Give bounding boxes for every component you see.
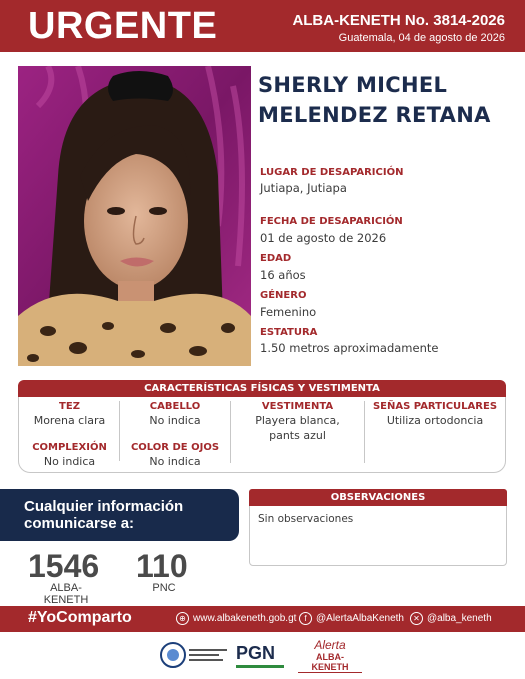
complexion-label: COMPLEXIÓN — [32, 442, 107, 453]
case-date: Guatemala, 04 de agosto de 2026 — [338, 32, 505, 44]
x-text: @alba_keneth — [427, 613, 492, 624]
case-number: ALBA-KENETH No. 3814-2026 — [292, 12, 505, 29]
tez-label: TEZ — [59, 401, 80, 412]
x-icon: ✕ — [410, 612, 423, 625]
facebook-link[interactable] — [299, 612, 404, 625]
age-label: EDAD — [260, 253, 292, 264]
hashtag[interactable]: #YoComparto — [28, 609, 132, 626]
contact-line-2: comunicarse a: — [24, 515, 135, 532]
senas-value: Utiliza ortodoncia — [386, 414, 484, 427]
observations-text: Sin observaciones — [258, 513, 354, 525]
cabello-label: CABELLO — [149, 401, 201, 412]
vestimenta-label: VESTIMENTA — [261, 401, 334, 412]
contact-line-1: Cualquier información — [24, 498, 184, 515]
vestimenta-value-1: Playera blanca, — [255, 414, 340, 427]
height-label: ESTATURA — [260, 327, 318, 338]
alba-keneth-text: ALBA-KENETH — [298, 652, 362, 673]
vestimenta-value-2: pants azul — [269, 429, 326, 442]
pgn-logo — [236, 638, 288, 672]
alerta-text: Alerta — [314, 638, 346, 652]
website-link[interactable] — [176, 612, 296, 625]
place-label: LUGAR DE DESAPARICIÓN — [260, 167, 404, 178]
pgn-underline — [236, 665, 284, 668]
observations-title: OBSERVACIONES — [249, 489, 507, 506]
urgente-title: URGENTE — [28, 5, 218, 47]
gender-value: Femenino — [260, 305, 317, 319]
age-value: 16 años — [260, 268, 306, 282]
alerta-alba-keneth-logo — [298, 638, 362, 672]
globe-icon: ⊕ — [176, 612, 189, 625]
x-link[interactable] — [410, 612, 492, 625]
person-photo — [18, 66, 251, 366]
tez-value: Morena clara — [33, 414, 106, 427]
eye-color-label: COLOR DE OJOS — [130, 442, 220, 453]
height-value: 1.50 metros aproximadamente — [260, 341, 439, 355]
person-name — [258, 70, 520, 130]
date-value: 01 de agosto de 2026 — [260, 231, 387, 245]
contact-text — [24, 498, 183, 532]
cabello-value: No indica — [149, 414, 201, 427]
phone-pnc[interactable]: 110 — [136, 548, 188, 584]
place-value: Jutiapa, Jutiapa — [260, 181, 347, 195]
senas-label: SEÑAS PARTICULARES — [372, 401, 498, 412]
name-line-1: SHERLY MICHEL — [258, 73, 448, 97]
facebook-text: @AlertaAlbaKeneth — [316, 613, 404, 624]
phone-alba-keneth-label: ALBA-KENETH — [43, 582, 89, 606]
eye-color-value: No indica — [149, 455, 201, 468]
phone-alba-keneth[interactable]: 1546 — [28, 548, 100, 584]
facebook-icon: f — [299, 612, 312, 625]
pgn-text: PGN — [236, 643, 276, 663]
guatemala-logo — [160, 638, 230, 672]
name-line-2: MELENDEZ RETANA — [258, 103, 491, 127]
date-label: FECHA DE DESAPARICIÓN — [260, 216, 403, 227]
characteristics-title: CARACTERÍSTICAS FÍSICAS Y VESTIMENTA — [18, 380, 506, 397]
phone-pnc-label: PNC — [152, 582, 176, 594]
website-text: www.albakeneth.gob.gt — [193, 613, 297, 624]
gender-label: GÉNERO — [260, 290, 307, 301]
complexion-value: No indica — [43, 455, 96, 468]
